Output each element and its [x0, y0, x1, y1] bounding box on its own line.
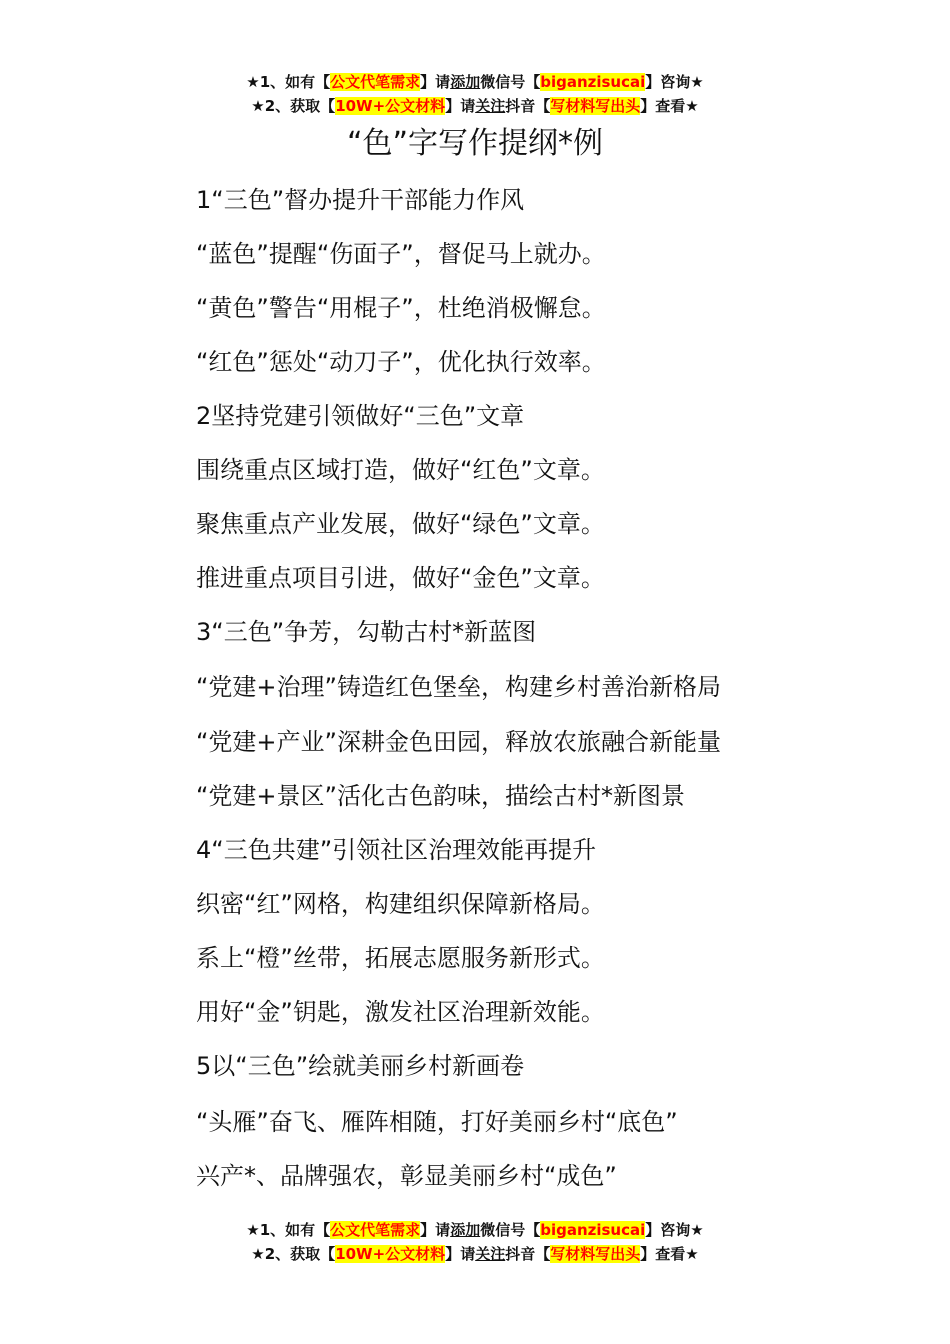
highlight-materials: 10W+公文材料: [335, 97, 446, 115]
outline-heading-3: 3“三色”争芳，勾勒古村*新蓝图: [196, 618, 537, 646]
outline-item: “红色”惩处“动刀子”，优化执行效率。: [196, 348, 606, 376]
outline-item: “党建+产业”深耕金色田园，释放农旅融合新能量: [196, 728, 721, 756]
outline-item: 围绕重点区域打造，做好“红色”文章。: [196, 456, 605, 484]
highlight-service: 公文代笔需求: [330, 1221, 421, 1239]
page-title: “色”字写作提纲*例: [346, 126, 604, 161]
highlight-service: 公文代笔需求: [330, 73, 421, 91]
outline-item: 聚焦重点产业发展，做好“绿色”文章。: [196, 510, 605, 538]
highlight-materials: 10W+公文材料: [335, 1245, 446, 1263]
outline-item: “头雁”奋飞、雁阵相随，打好美丽乡村“底色”: [196, 1108, 678, 1136]
outline-item: 兴产*、品牌强农，彰显美丽乡村“成色”: [196, 1162, 617, 1190]
outline-item: “党建+治理”铸造红色堡垒，构建乡村善治新格局: [196, 673, 721, 701]
outline-item: “黄色”警告“用棍子”，杜绝消极懈怠。: [196, 294, 606, 322]
outline-item: 推进重点项目引进，做好“金色”文章。: [196, 564, 605, 592]
outline-heading-4: 4“三色共建”引领社区治理效能再提升: [196, 836, 597, 864]
outline-heading-5: 5以“三色”绘就美丽乡村新画卷: [196, 1052, 525, 1080]
bottom-banner-line-1: ★1、如有【公文代笔需求】请添加微信号【biganzisucai】咨询★: [246, 1221, 704, 1239]
highlight-douyin: 写材料写出头: [550, 1245, 641, 1263]
outline-item: 用好“金”钥匙，激发社区治理新效能。: [196, 998, 605, 1026]
outline-heading-2: 2坚持党建引领做好“三色”文章: [196, 402, 525, 430]
bottom-banner-line-2: ★2、获取【10W+公文材料】请关注抖音【写材料写出头】查看★: [251, 1245, 699, 1263]
highlight-wechat-id: biganzisucai: [540, 73, 646, 91]
top-banner-line-2: ★2、获取【10W+公文材料】请关注抖音【写材料写出头】查看★: [251, 97, 699, 115]
highlight-wechat-id: biganzisucai: [540, 1221, 646, 1239]
highlight-douyin: 写材料写出头: [550, 97, 641, 115]
outline-heading-1: 1“三色”督办提升干部能力作风: [196, 186, 525, 214]
outline-item: 系上“橙”丝带，拓展志愿服务新形式。: [196, 944, 605, 972]
outline-item: “党建+景区”活化古色韵味，描绘古村*新图景: [196, 782, 685, 810]
outline-item: 织密“红”网格，构建组织保障新格局。: [196, 890, 605, 918]
top-banner-line-1: ★1、如有【公文代笔需求】请添加微信号【biganzisucai】咨询★: [246, 73, 704, 91]
outline-item: “蓝色”提醒“伤面子”，督促马上就办。: [196, 240, 606, 268]
